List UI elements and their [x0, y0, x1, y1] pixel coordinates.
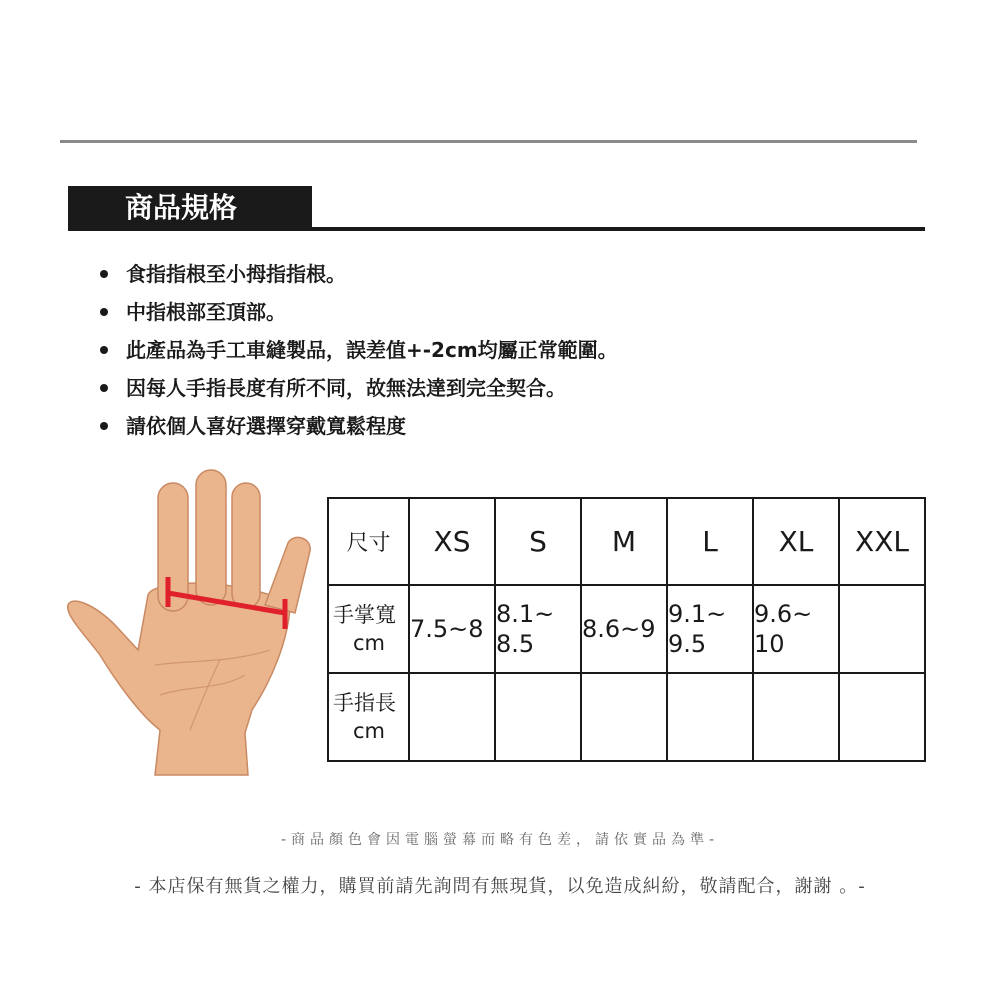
- size-chart-table: [327, 497, 926, 762]
- bullet-dot-icon: [100, 346, 108, 354]
- size-column-header: L: [667, 498, 753, 585]
- table-cell: [409, 673, 495, 761]
- bullet-dot-icon: [100, 384, 108, 392]
- table-cell: 7.5~8: [409, 585, 495, 673]
- bullet-item: 食指指根至小拇指指根。: [100, 255, 618, 293]
- table-cell: [839, 673, 925, 761]
- bullet-item: 中指根部至頂部。: [100, 293, 618, 331]
- bullet-dot-icon: [100, 422, 108, 430]
- bullet-dot-icon: [100, 270, 108, 278]
- size-column-header: XS: [409, 498, 495, 585]
- size-header-label: 尺寸: [328, 498, 409, 585]
- table-cell: [839, 585, 925, 673]
- bullet-dot-icon: [100, 308, 108, 316]
- hand-measurement-illustration: [60, 465, 320, 785]
- size-column-header: XXL: [839, 498, 925, 585]
- bullet-item: 此產品為手工車縫製品，誤差值+-2cm均屬正常範圍。: [100, 331, 618, 369]
- bullet-item: 請依個人喜好選擇穿戴寬鬆程度: [100, 407, 618, 445]
- top-divider: [60, 140, 917, 143]
- table-row-finger-length: [328, 673, 925, 761]
- table-row-palm-width: [328, 585, 925, 673]
- color-disclaimer: -商品顏色會因電腦螢幕而略有色差，請依實品為準-: [280, 832, 720, 848]
- row-label: 手指長 cm: [328, 673, 409, 761]
- table-cell: 8.6~9: [581, 585, 667, 673]
- spec-bullet-list: [100, 255, 618, 445]
- bullet-item: 因每人手指長度有所不同，故無法達到完全契合。: [100, 369, 618, 407]
- stock-disclaimer: - 本店保有無貨之權力，購買前請先詢問有無現貨，以免造成糾紛，敬請配合，謝謝 。-: [134, 876, 866, 897]
- size-column-header: M: [581, 498, 667, 585]
- table-cell: [495, 673, 581, 761]
- section-title: 商品規格: [68, 186, 312, 230]
- table-cell: [753, 673, 839, 761]
- table-header-row: [328, 498, 925, 585]
- table-cell: 8.1~ 8.5: [495, 585, 581, 673]
- table-cell: 9.6~ 10: [753, 585, 839, 673]
- table-cell: [667, 673, 753, 761]
- row-label: 手掌寬 cm: [328, 585, 409, 673]
- size-column-header: XL: [753, 498, 839, 585]
- table-cell: 9.1~ 9.5: [667, 585, 753, 673]
- table-cell: [581, 673, 667, 761]
- size-column-header: S: [495, 498, 581, 585]
